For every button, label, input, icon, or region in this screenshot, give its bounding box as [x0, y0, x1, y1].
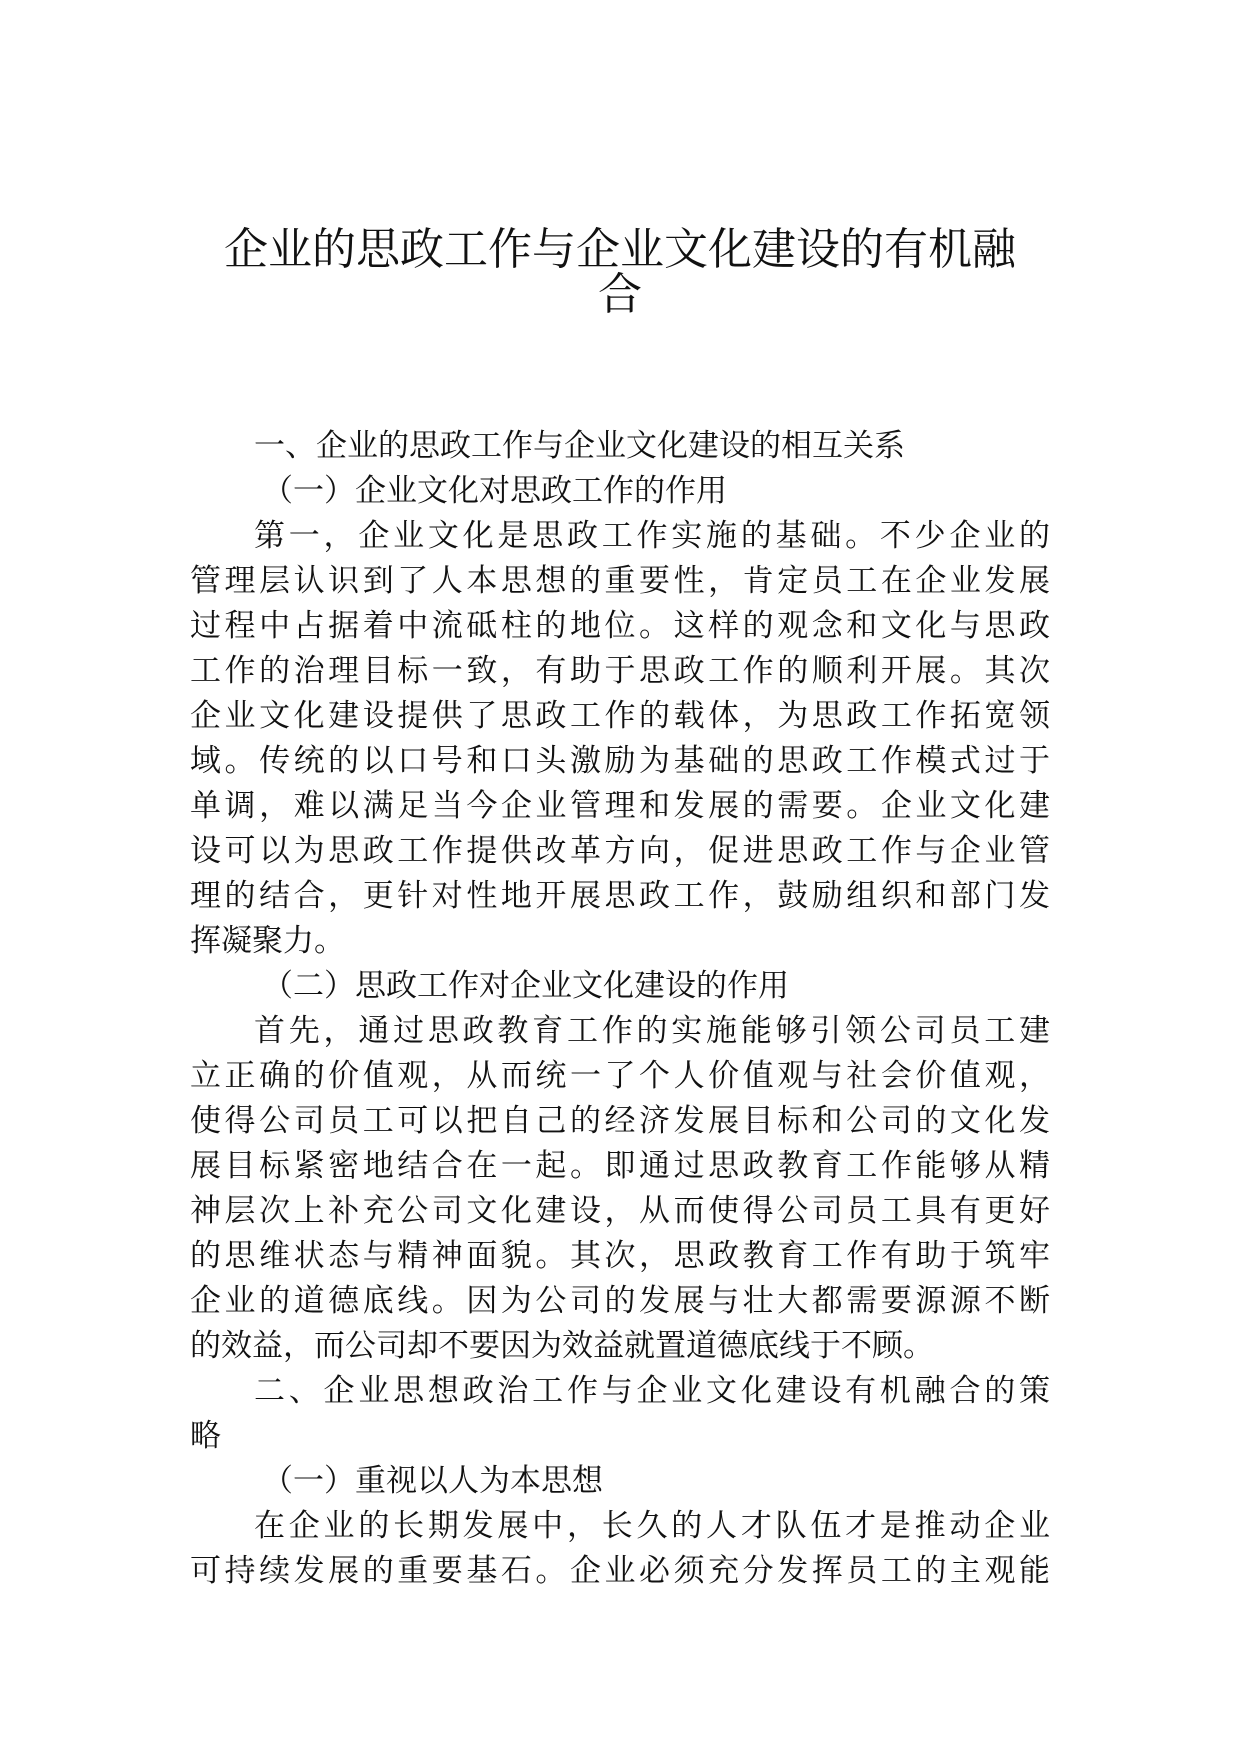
text-line: 使得公司员工可以把自己的经济发展目标和公司的文化发: [190, 1103, 1050, 1139]
text-line: （一）重视以人为本思想: [262, 1463, 603, 1499]
text-line: 域。传统的以口号和口头激励为基础的思政工作模式过于: [190, 743, 1050, 779]
text-line: 单调，难以满足当今企业管理和发展的需要。企业文化建: [190, 788, 1050, 824]
text-line: 立正确的价值观，从而统一了个人价值观与社会价值观，: [190, 1058, 1050, 1094]
text-line: 一、企业的思政工作与企业文化建设的相互关系: [254, 428, 905, 464]
document-body: [190, 424, 1050, 1594]
text-line: 略: [190, 1418, 221, 1454]
text-line: 挥凝聚力。: [190, 923, 345, 959]
text-line: 的效益，而公司却不要因为效益就置道德底线于不顾。: [190, 1328, 934, 1364]
text-line: 第一，企业文化是思政工作实施的基础。不少企业的: [254, 518, 1050, 554]
text-line: 神层次上补充公司文化建设，从而使得公司员工具有更好: [190, 1193, 1050, 1229]
text-line: 管理层认识到了人本思想的重要性，肯定员工在企业发展: [190, 563, 1050, 599]
text-line: 工作的治理目标一致，有助于思政工作的顺利开展。其次: [190, 653, 1050, 689]
text-line: 在企业的长期发展中，长久的人才队伍才是推动企业: [254, 1508, 1050, 1544]
title-line-2: 合: [598, 269, 642, 320]
text-line: 设可以为思政工作提供改革方向，促进思政工作与企业管: [190, 833, 1050, 869]
text-line: 企业文化建设提供了思政工作的载体，为思政工作拓宽领: [190, 698, 1050, 734]
text-line: 二、企业思想政治工作与企业文化建设有机融合的策: [254, 1373, 1050, 1409]
text-line: 可持续发展的重要基石。企业必须充分发挥员工的主观能: [190, 1553, 1050, 1589]
text-line: 理的结合，更针对性地开展思政工作，鼓励组织和部门发: [190, 878, 1050, 914]
text-line: （一）企业文化对思政工作的作用: [262, 473, 727, 509]
text-line: 的思维状态与精神面貌。其次，思政教育工作有助于筑牢: [190, 1238, 1050, 1274]
document-title: [190, 212, 1050, 320]
title-line-1: 企业的思政工作与企业文化建设的有机融: [224, 224, 1016, 275]
text-line: 展目标紧密地结合在一起。即通过思政教育工作能够从精: [190, 1148, 1050, 1184]
text-line: 过程中占据着中流砥柱的地位。这样的观念和文化与思政: [190, 608, 1050, 644]
text-line: 企业的道德底线。因为公司的发展与壮大都需要源源不断: [190, 1283, 1050, 1319]
text-line: 首先，通过思政教育工作的实施能够引领公司员工建: [254, 1013, 1050, 1049]
text-line: （二）思政工作对企业文化建设的作用: [262, 968, 789, 1004]
